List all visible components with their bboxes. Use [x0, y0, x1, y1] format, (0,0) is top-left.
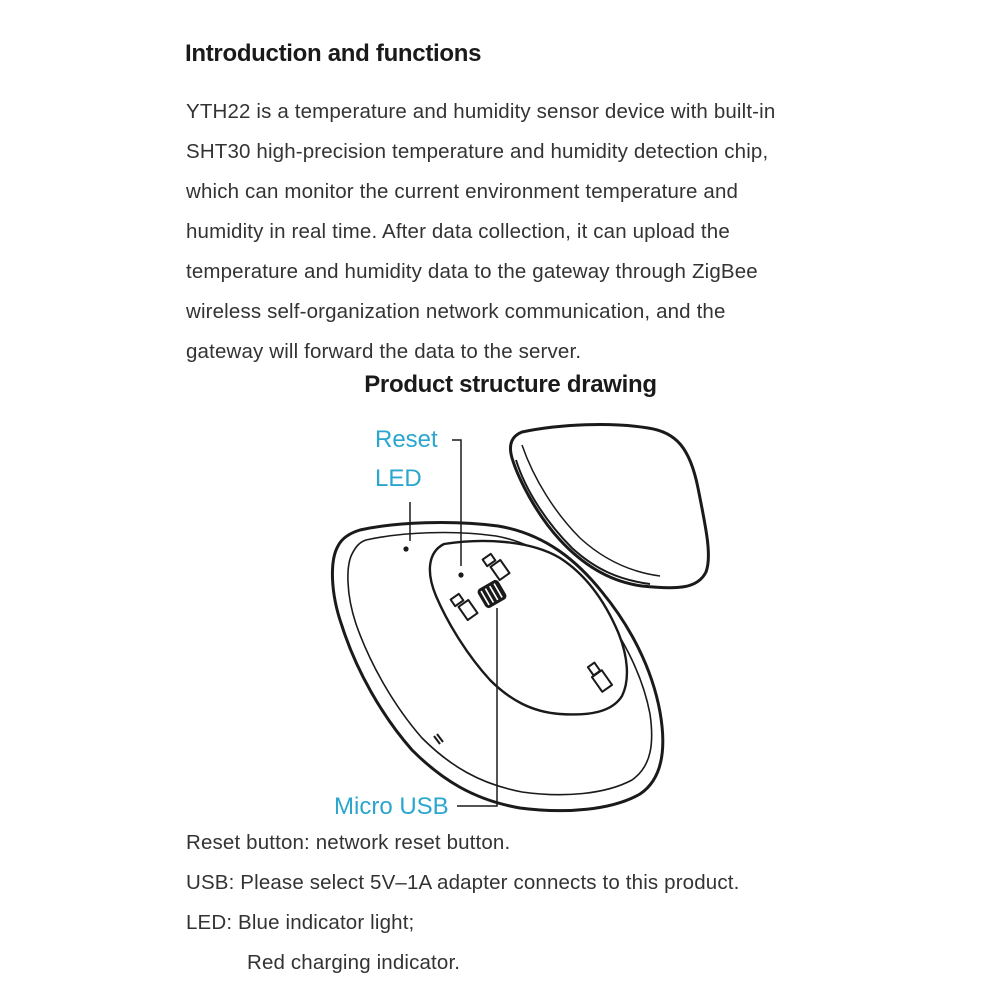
- section-heading: Introduction and functions: [185, 40, 482, 67]
- intro-line: gateway will forward the data to the server.: [186, 340, 582, 363]
- intro-line: temperature and humidity data to the gateway through ZigBee: [186, 260, 758, 283]
- intro-line: wireless self-organization network communication, and the: [186, 300, 726, 323]
- led-callout: LED: [375, 465, 422, 492]
- micro-usb-callout: Micro USB: [334, 793, 449, 820]
- intro-line: which can monitor the current environment temperature and: [186, 180, 739, 203]
- led-charging-note: Red charging indicator.: [247, 951, 461, 974]
- usb-note: USB: Please select 5V–1A adapter connects to this product.: [186, 871, 740, 894]
- intro-line: humidity in real time. After data collection, it can upload the: [186, 220, 730, 243]
- component-notes: [186, 823, 739, 983]
- reset-note: Reset button: network reset button.: [186, 831, 511, 854]
- reset-callout: Reset: [375, 426, 438, 453]
- intro-line: SHT30 high-precision temperature and humidity detection chip,: [186, 140, 769, 163]
- led-note: LED: Blue indicator light;: [186, 911, 415, 934]
- drawing-title: Product structure drawing: [364, 371, 657, 398]
- intro-line: YTH22 is a temperature and humidity sensor device with built-in: [186, 100, 776, 123]
